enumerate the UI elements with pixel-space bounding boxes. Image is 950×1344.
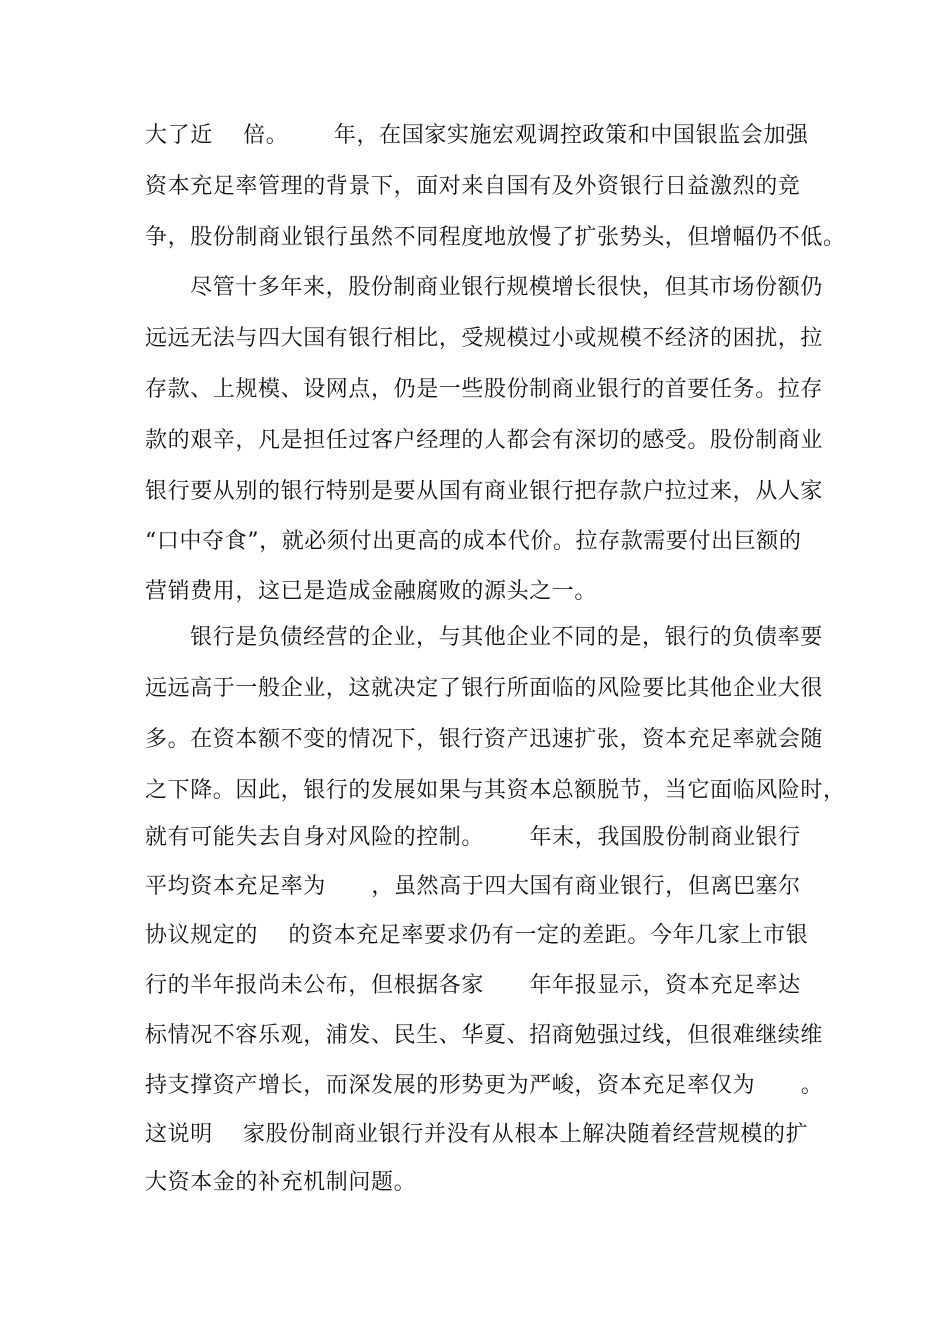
- paragraph-1-line-1: 大了近 倍。 年，在国家实施宏观调控政策和中国银监会加强: [145, 123, 809, 148]
- paragraph-3-line-8: 行的半年报尚未公布，但根据各家 年年报显示，资本充足率达: [145, 973, 801, 998]
- paragraph-3-line-3: 多。在资本额不变的情况下，银行资产迅速扩张，资本充足率就会随: [145, 727, 824, 752]
- paragraph-3-line-2: 远远高于一般企业，这就决定了银行所面临的风险要比其他企业大很: [145, 676, 824, 701]
- paragraph-2-line-4: 款的艰辛，凡是担任过客户经理的人都会有深切的感受。股份制商业: [145, 428, 824, 453]
- paragraph-2-line-7: 营销费用，这已是造成金融腐败的源头之一。: [145, 579, 598, 604]
- paragraph-3-line-10: 持支撑资产增长，而深发展的形势更为严峻，资本充足率仅为 。: [145, 1073, 824, 1098]
- paragraph-2-line-2: 远远无法与四大国有银行相比，受规模过小或规模不经济的困扰，拉: [145, 326, 824, 351]
- paragraph-2-line-6: “口中夺食”，就必须付出更高的成本代价。拉存款需要付出巨额的: [145, 529, 802, 554]
- paragraph-3-line-4: 之下降。因此，银行的发展如果与其资本总额脱节，当它面临风险时，: [145, 778, 846, 803]
- paragraph-3-line-11: 这说明 家股份制商业银行并没有从根本上解决随着经营规模的扩: [145, 1122, 809, 1147]
- paragraph-2-line-1: 尽管十多年来，股份制商业银行规模增长很快，但其市场份额仍: [190, 275, 823, 300]
- paragraph-3-line-6: 平均资本充足率为 ，虽然高于四大国有商业银行，但离巴塞尔: [145, 874, 801, 899]
- paragraph-2-line-3: 存款、上规模、设网点，仍是一些股份制商业银行的首要任务。拉存: [145, 377, 824, 402]
- paragraph-3-line-12: 大资本金的补充机制问题。: [145, 1170, 417, 1195]
- paragraph-3-line-7: 协议规定的 的资本充足率要求仍有一定的差距。今年几家上市银: [145, 923, 809, 948]
- paragraph-2-line-5: 银行要从别的银行特别是要从国有商业银行把存款户拉过来，从人家: [145, 479, 824, 504]
- paragraph-3-line-5: 就有可能失去自身对风险的控制。 年末，我国股份制商业银行: [145, 825, 801, 850]
- paragraph-1-line-3: 争，股份制商业银行虽然不同程度地放慢了扩张势头，但增幅仍不低。: [145, 225, 846, 250]
- paragraph-3-line-1: 银行是负债经营的企业，与其他企业不同的是，银行的负债率要: [190, 625, 823, 650]
- paragraph-3-line-9: 标情况不容乐观，浦发、民生、华夏、招商勉强过线，但很难继续维: [145, 1023, 824, 1048]
- paragraph-1-line-2: 资本充足率管理的背景下，面对来自国有及外资银行日益激烈的竞: [145, 174, 801, 199]
